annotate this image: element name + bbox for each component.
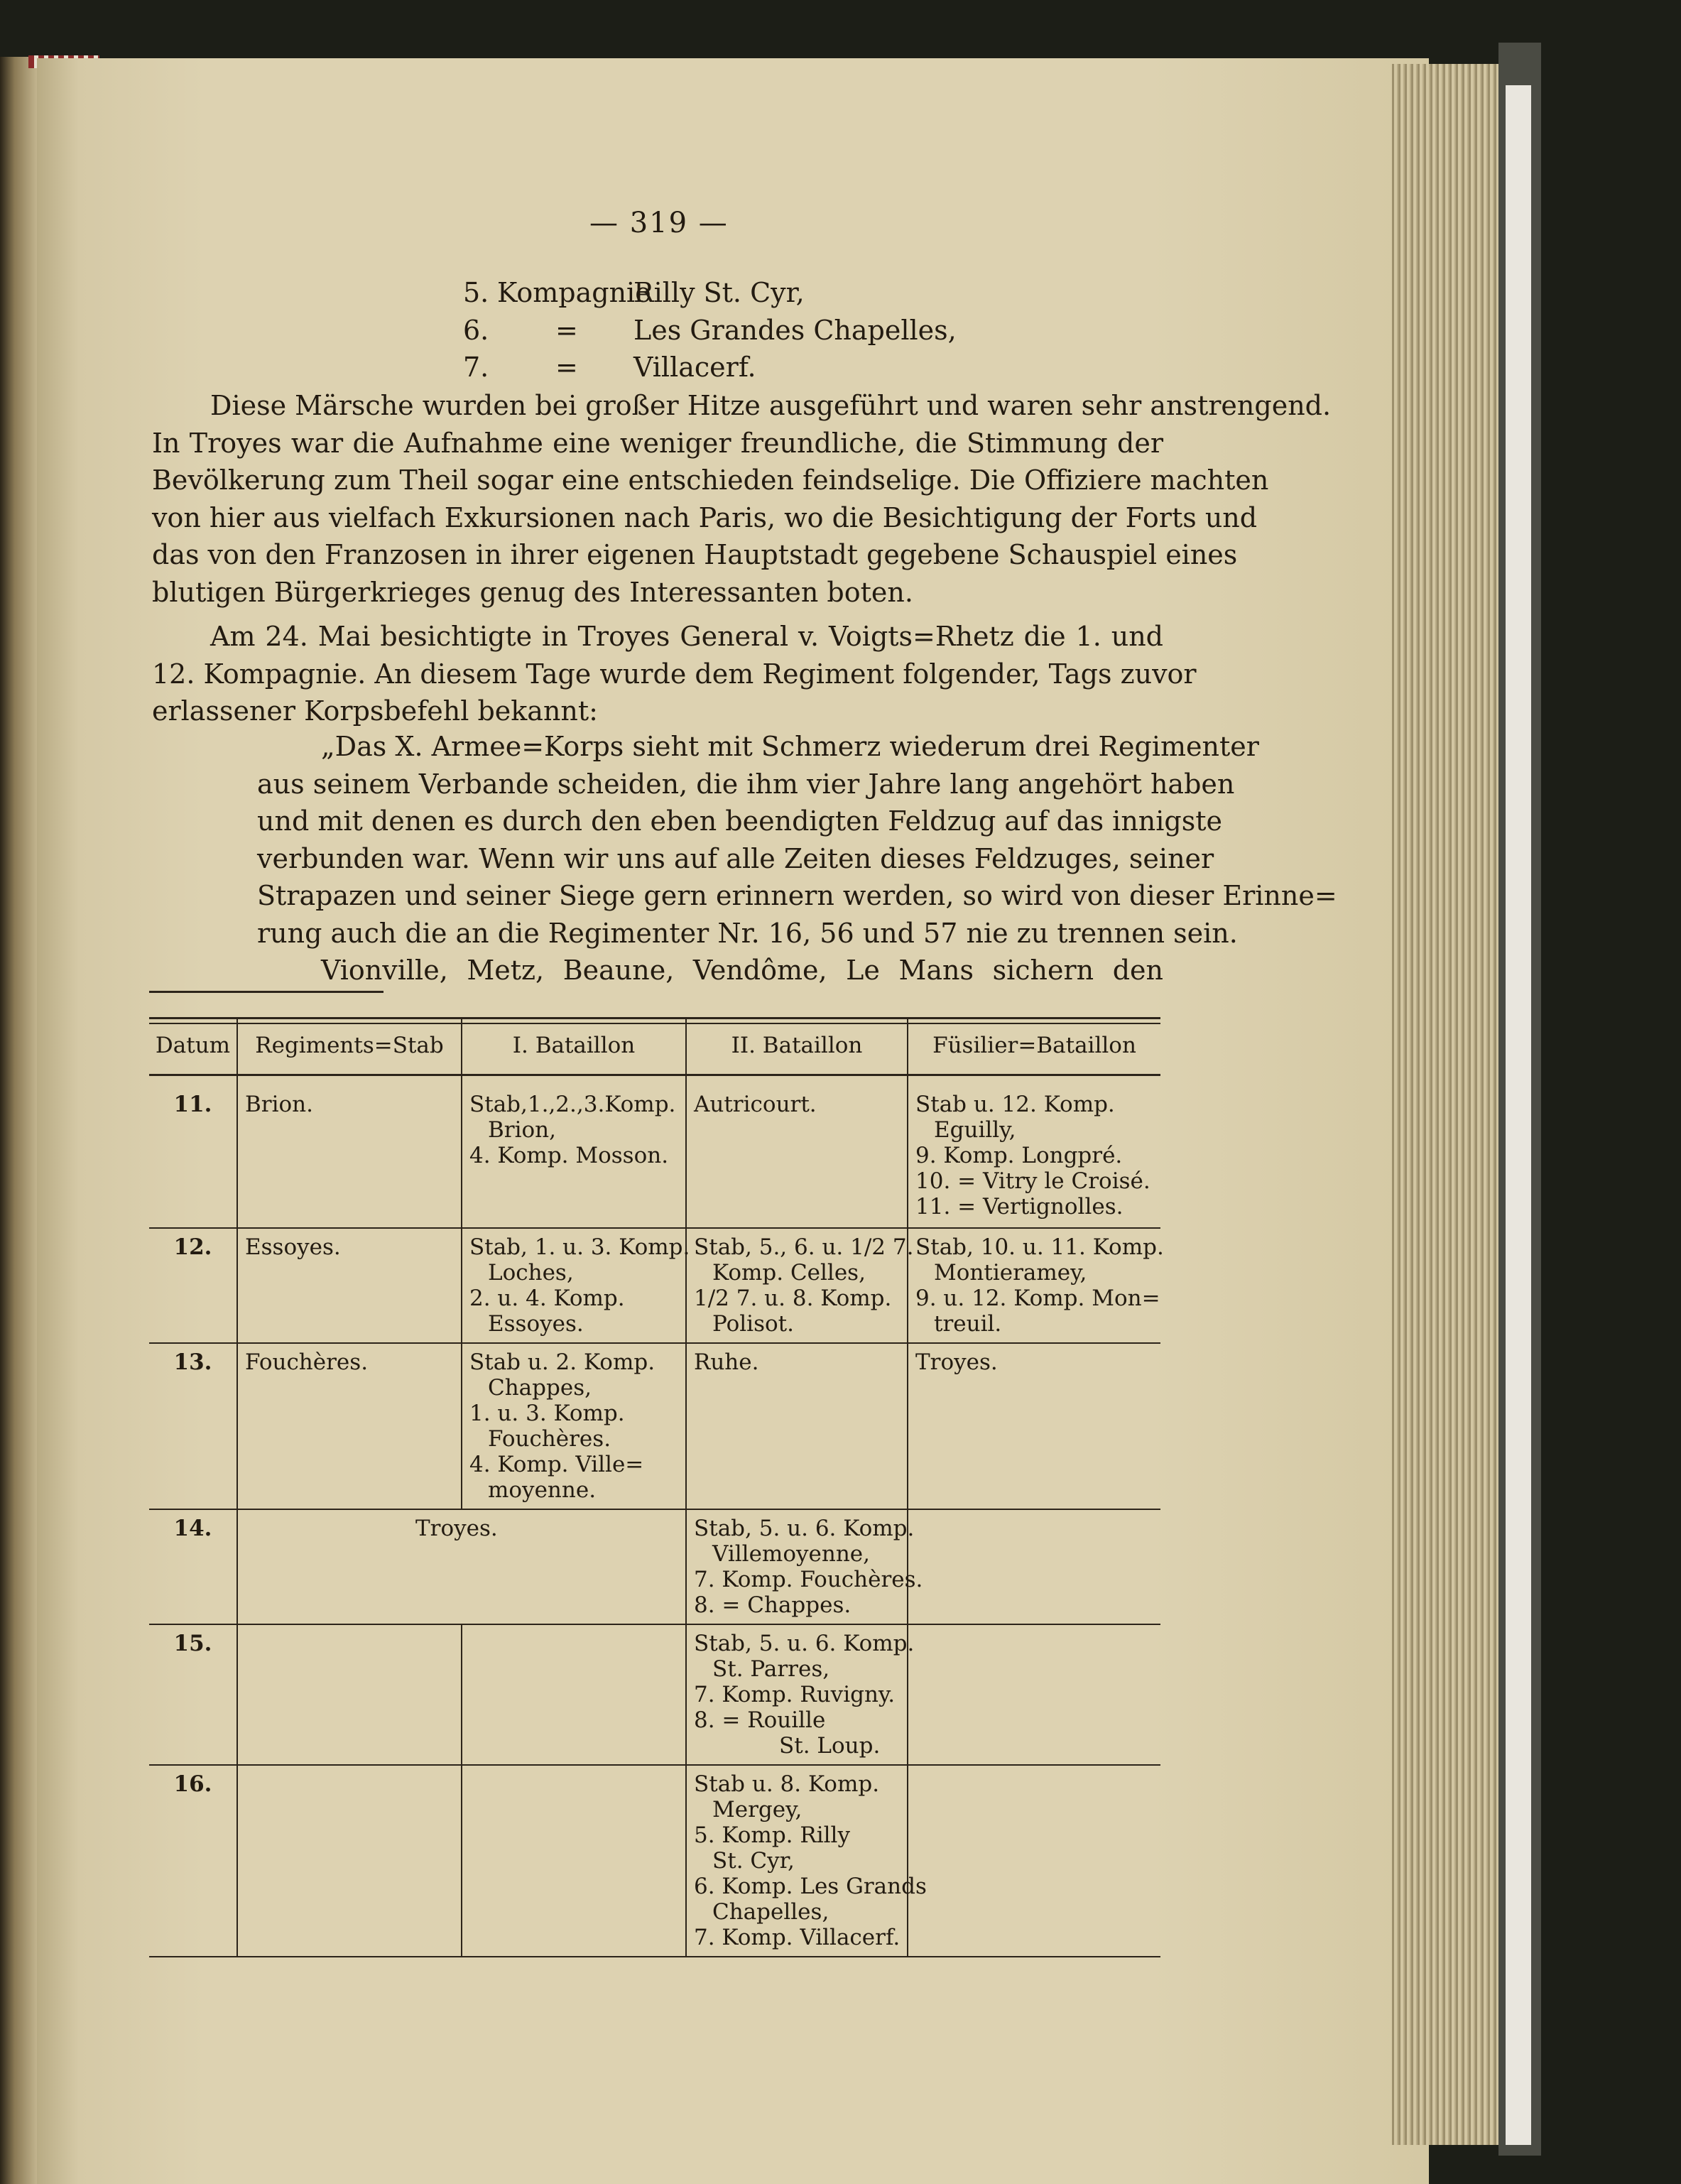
header-datum: Datum	[149, 1017, 237, 1075]
table-row	[149, 1509, 1160, 1624]
bataillon-1-cell	[462, 1765, 686, 1957]
fuesilier-cell	[908, 1624, 1160, 1765]
march-table	[149, 1017, 1164, 1957]
bataillon-1-cell: Stab,1.,2.,3.Komp. Brion, 4. Komp. Mosson.	[462, 1075, 686, 1228]
stab-cell	[237, 1624, 462, 1765]
fuesilier-cell	[908, 1765, 1160, 1957]
table-row	[149, 1228, 1160, 1343]
paragraph-marches: Diese Märsche wurden bei großer Hitze ausgeführt und waren sehr anstrengend. In Troyes war die Aufnahme eine weniger freundliche, die Stimmung der Bevölkerung zum Theil sogar eine entschieden feindselige. Die Offiziere machten von hier aus vielfach Exkursionen nach Paris, wo die Besichtigung der Forts und das von den Franzosen in ihrer eigenen Hauptstadt gegebene Schauspiel eines blutigen Bürgerkrieges genug des Interessanten boten.	[152, 390, 1332, 608]
date-cell: 16.	[149, 1765, 237, 1957]
bataillon-1-cell	[462, 1624, 686, 1765]
bataillon-2-cell: Stab, 5., 6. u. 1/2 7. Komp. Celles, 1/2 7. u. 8. Komp. Polisot.	[686, 1228, 908, 1343]
date-cell: 15.	[149, 1624, 237, 1765]
bataillon-2-cell: Stab, 5. u. 6. Komp. Villemoyenne, 7. Komp. Fouchères. 8. = Chappes.	[686, 1509, 908, 1624]
bataillon-1-cell: Stab, 1. u. 3. Komp. Loches, 2. u. 4. Komp. Essoyes.	[462, 1228, 686, 1343]
bataillon-2-cell: Ruhe.	[686, 1343, 908, 1509]
date-cell: 13.	[149, 1343, 237, 1509]
paragraph-inspection: Am 24. Mai besichtigte in Troyes General v. Voigts=Rhetz die 1. und 12. Kompagnie. An diesem Tage wurde dem Regiment folgender, Tags zuvor erlassener Korpsbefehl bekannt:	[152, 621, 1197, 727]
fuesilier-cell: Stab u. 12. Komp. Eguilly, 9. Komp. Longpré. 10. = Vitry le Croisé. 11. = Vertignolles.	[908, 1075, 1160, 1228]
corps-order-quote: „Das X. Armee=Korps sieht mit Schmerz wiederum drei Regimenter aus seinem Verbande scheiden, die ihm vier Jahre lang angehört haben und mit denen es durch den eben beendigten Feldzug auf das innigste verbunden war. Wenn wir uns auf alle Zeiten dieses Feldzuges, seiner Strapazen und seiner Siege gern erinnern werden, so wird von dieser Erinne= rung auch die an die Regimenter Nr. 16, 56 und 57 nie zu trennen sein. Vionville, Metz, Beaune, Vendôme, Le Mans sichern den	[257, 731, 1337, 986]
table-row	[149, 1343, 1160, 1509]
left-page-edge	[0, 57, 37, 2184]
stab-cell: Brion.	[237, 1075, 462, 1228]
table-row	[149, 1765, 1160, 1957]
table-row	[149, 1075, 1160, 1228]
header-fuesilier-bataillon: Füsilier=Bataillon	[908, 1017, 1160, 1075]
page-edges	[1392, 64, 1498, 2145]
stab-cell	[237, 1765, 462, 1957]
header-bataillon-1: I. Bataillon	[462, 1017, 686, 1075]
table-header-row	[149, 1017, 1160, 1075]
fuesilier-cell	[908, 1509, 1160, 1624]
bataillon-2-cell: Stab u. 8. Komp. Mergey, 5. Komp. Rilly St. Cyr, 6. Komp. Les Grands Chapelles, 7. Komp. Villacerf.	[686, 1765, 908, 1957]
date-cell: 11.	[149, 1075, 237, 1228]
stab-cell: Fouchères.	[237, 1343, 462, 1509]
fuesilier-cell: Troyes.	[908, 1343, 1160, 1509]
table-row	[149, 1624, 1160, 1765]
stab-and-bataillon-1-cell: Troyes.	[237, 1509, 686, 1624]
book-cover-inner	[1506, 85, 1531, 2145]
page-number: — 319 —	[589, 207, 729, 239]
fuesilier-cell: Stab, 10. u. 11. Komp. Montieramey, 9. u. 12. Komp. Mon= treuil.	[908, 1228, 1160, 1343]
date-cell: 12.	[149, 1228, 237, 1343]
bataillon-1-cell: Stab u. 2. Komp. Chappes, 1. u. 3. Komp. Fouchères. 4. Komp. Ville= moyenne.	[462, 1343, 686, 1509]
bataillon-2-cell: Autricourt.	[686, 1075, 908, 1228]
header-regiments-stab: Regiments=Stab	[237, 1017, 462, 1075]
table-top-rule-left	[149, 991, 383, 993]
stab-cell: Essoyes.	[237, 1228, 462, 1343]
bataillon-2-cell: Stab, 5. u. 6. Komp. St. Parres, 7. Komp. Ruvigny. 8. = Rouille St. Loup.	[686, 1624, 908, 1765]
date-cell: 14.	[149, 1509, 237, 1624]
header-bataillon-2: II. Bataillon	[686, 1017, 908, 1075]
